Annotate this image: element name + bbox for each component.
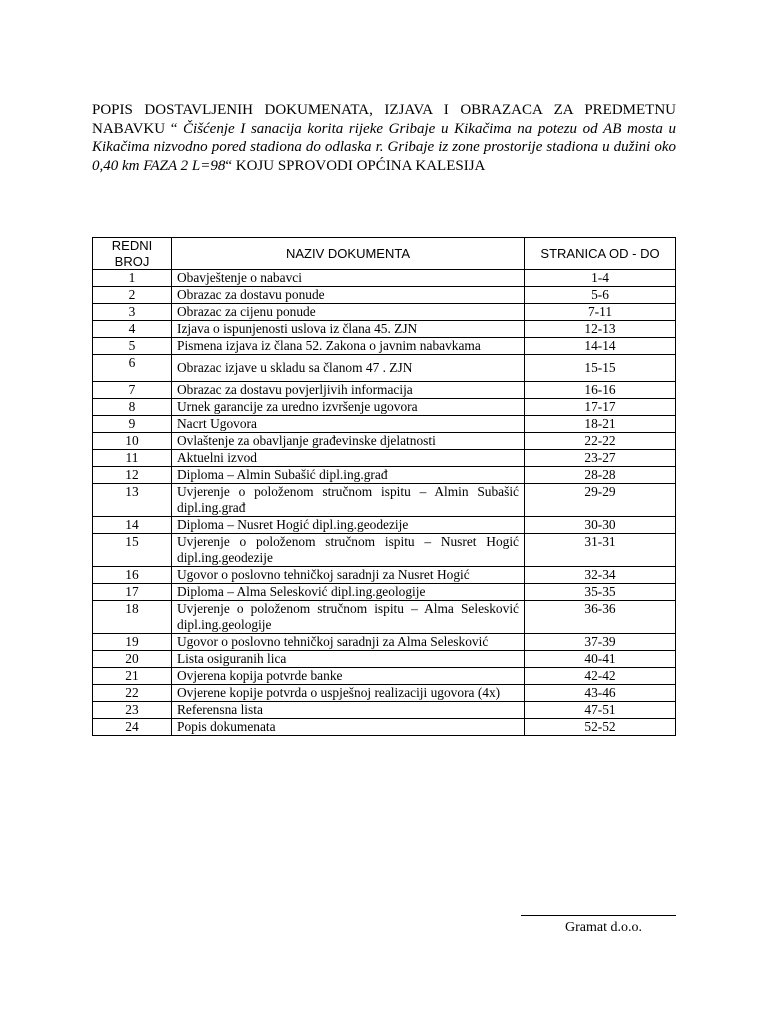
table-row <box>93 567 676 584</box>
heading-text: POPIS DOSTAVLJENIH DOKUMENATA, IZJAVA I OBRAZACA ZA PREDMETNU NABAVKU “ <box>92 102 676 137</box>
table-row <box>93 601 676 634</box>
column-header-document-name: NAZIV DOKUMENTA <box>172 238 525 270</box>
row-pages: 15-15 <box>525 355 676 382</box>
row-document-name: Diploma – Nusret Hogić dipl.ing.geodezije <box>172 517 525 534</box>
row-document-name: Nacrt Ugovora <box>172 416 525 433</box>
row-pages: 5-6 <box>525 287 676 304</box>
table-row <box>93 321 676 338</box>
table-row <box>93 634 676 651</box>
documents-table <box>92 237 676 736</box>
row-number: 2 <box>93 287 172 304</box>
row-number: 24 <box>93 719 172 736</box>
row-document-name: Obrazac za cijenu ponude <box>172 304 525 321</box>
table-row <box>93 355 676 382</box>
table-row <box>93 685 676 702</box>
row-pages: 40-41 <box>525 651 676 668</box>
row-pages: 31-31 <box>525 534 676 567</box>
row-document-name: Uvjerenje o položenom stručnom ispitu – Alma Selesković dipl.ing.geologije <box>172 601 525 634</box>
table-row <box>93 338 676 355</box>
table-row <box>93 382 676 399</box>
row-pages: 29-29 <box>525 484 676 517</box>
table-row <box>93 416 676 433</box>
row-number: 10 <box>93 433 172 450</box>
table-row <box>93 584 676 601</box>
row-number: 11 <box>93 450 172 467</box>
row-pages: 1-4 <box>525 270 676 287</box>
row-pages: 47-51 <box>525 702 676 719</box>
row-document-name: Popis dokumenata <box>172 719 525 736</box>
row-document-name: Izjava o ispunjenosti uslova iz člana 45. ZJN <box>172 321 525 338</box>
row-pages: 7-11 <box>525 304 676 321</box>
row-document-name: Diploma – Alma Selesković dipl.ing.geologije <box>172 584 525 601</box>
table-row <box>93 719 676 736</box>
row-document-name: Obrazac izjave u skladu sa članom 47 . ZJN <box>172 355 525 382</box>
row-document-name: Lista osiguranih lica <box>172 651 525 668</box>
table-row <box>93 304 676 321</box>
row-number: 23 <box>93 702 172 719</box>
row-number: 19 <box>93 634 172 651</box>
row-document-name: Ovlaštenje za obavljanje građevinske djelatnosti <box>172 433 525 450</box>
table-row <box>93 517 676 534</box>
table-row <box>93 534 676 567</box>
row-number: 6 <box>93 355 172 382</box>
row-number: 21 <box>93 668 172 685</box>
row-pages: 17-17 <box>525 399 676 416</box>
signature-line <box>521 915 676 916</box>
row-document-name: Ovjerene kopije potvrda o uspješnoj realizaciji ugovora (4x) <box>172 685 525 702</box>
table-row <box>93 433 676 450</box>
table-body <box>93 270 676 736</box>
row-number: 16 <box>93 567 172 584</box>
row-pages: 14-14 <box>525 338 676 355</box>
row-number: 13 <box>93 484 172 517</box>
row-pages: 36-36 <box>525 601 676 634</box>
row-number: 17 <box>93 584 172 601</box>
row-document-name: Obavještenje o nabavci <box>172 270 525 287</box>
row-pages: 30-30 <box>525 517 676 534</box>
row-document-name: Uvjerenje o položenom stručnom ispitu – Nusret Hogić dipl.ing.geodezije <box>172 534 525 567</box>
row-number: 4 <box>93 321 172 338</box>
column-header-number: REDNI BROJ <box>93 238 172 270</box>
table-row <box>93 399 676 416</box>
row-pages: 18-21 <box>525 416 676 433</box>
heading-project-title: Čišćenje I sanacija korita rijeke Gribaje u Kikačima na potezu od AB mosta u Kikačima nizvodno pored stadiona do odlaska r. Gribaje iz zone prostorije stadiona u dužini oko 0,40 km FAZA 2 L=98 <box>92 120 676 174</box>
table-row <box>93 287 676 304</box>
row-document-name: Referensna lista <box>172 702 525 719</box>
row-number: 15 <box>93 534 172 567</box>
row-number: 1 <box>93 270 172 287</box>
row-pages: 12-13 <box>525 321 676 338</box>
table-row <box>93 450 676 467</box>
row-number: 18 <box>93 601 172 634</box>
column-header-pages: STRANICA OD - DO <box>525 238 676 270</box>
row-number: 12 <box>93 467 172 484</box>
row-document-name: Aktuelni izvod <box>172 450 525 467</box>
row-document-name: Uvjerenje o položenom stručnom ispitu – Almin Subašić dipl.ing.građ <box>172 484 525 517</box>
row-document-name: Ugovor o poslovno tehničkoj saradnji za Nusret Hogić <box>172 567 525 584</box>
row-document-name: Pismena izjava iz člana 52. Zakona o javnim nabavkama <box>172 338 525 355</box>
row-pages: 23-27 <box>525 450 676 467</box>
row-document-name: Obrazac za dostavu ponude <box>172 287 525 304</box>
row-document-name: Obrazac za dostavu povjerljivih informacija <box>172 382 525 399</box>
row-document-name: Ugovor o poslovno tehničkoj saradnji za Alma Selesković <box>172 634 525 651</box>
row-number: 5 <box>93 338 172 355</box>
table-header-row <box>93 238 676 270</box>
row-document-name: Diploma – Almin Subašić dipl.ing.građ <box>172 467 525 484</box>
row-number: 20 <box>93 651 172 668</box>
row-document-name: Urnek garancije za uredno izvršenje ugovora <box>172 399 525 416</box>
company-signature: Gramat d.o.o. <box>565 920 642 935</box>
row-document-name: Ovjerena kopija potvrde banke <box>172 668 525 685</box>
table-row <box>93 484 676 517</box>
row-pages: 37-39 <box>525 634 676 651</box>
heading-text-end: “ KOJU SPROVODI OPĆINA KALESIJA <box>225 157 486 174</box>
row-number: 9 <box>93 416 172 433</box>
row-pages: 43-46 <box>525 685 676 702</box>
row-number: 22 <box>93 685 172 702</box>
document-heading <box>92 101 676 175</box>
table-row <box>93 651 676 668</box>
row-number: 8 <box>93 399 172 416</box>
table-row <box>93 467 676 484</box>
row-number: 7 <box>93 382 172 399</box>
row-pages: 28-28 <box>525 467 676 484</box>
table-row <box>93 270 676 287</box>
row-pages: 42-42 <box>525 668 676 685</box>
row-pages: 35-35 <box>525 584 676 601</box>
row-number: 3 <box>93 304 172 321</box>
table-row <box>93 702 676 719</box>
row-pages: 32-34 <box>525 567 676 584</box>
table-row <box>93 668 676 685</box>
row-pages: 16-16 <box>525 382 676 399</box>
row-number: 14 <box>93 517 172 534</box>
row-pages: 22-22 <box>525 433 676 450</box>
row-pages: 52-52 <box>525 719 676 736</box>
